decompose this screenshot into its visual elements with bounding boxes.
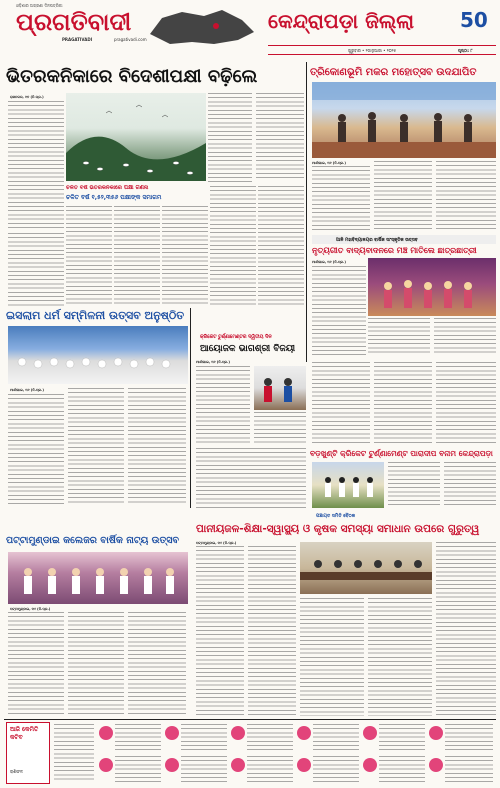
footer-rule xyxy=(4,719,496,720)
drama-headline[interactable]: ପଟ୍ଟାମୁଣ୍ଡାଇ କଲେଜର ବାର୍ଷିକ ନାଟ୍ୟ ଉତ୍ସବ xyxy=(6,535,179,546)
virgo-text xyxy=(445,724,493,750)
islam-photo xyxy=(8,326,188,384)
gemini-icon xyxy=(231,726,245,740)
date-bar xyxy=(268,45,496,55)
college-text3 xyxy=(434,318,496,356)
lead-kicker-line2: ଚଳିତ ବର୍ଷ ୧,୫୨,୩୫୬ ପକ୍ଷୀଙ୍କ ସମାଗମ xyxy=(66,194,162,201)
virgo-icon xyxy=(429,726,443,740)
islam-byline: ମାର୍ଶାଘାଇ, ୧ା୧ (ନି.ପ୍ର.) xyxy=(10,388,44,392)
drama-text3 xyxy=(128,612,186,716)
gemini-text xyxy=(247,724,293,750)
cancer-text xyxy=(313,724,359,750)
volley-text1 xyxy=(388,462,440,508)
masthead xyxy=(0,0,500,62)
zodiac-capricorn[interactable] xyxy=(296,754,360,784)
zodiac-sagittarius[interactable] xyxy=(230,754,294,784)
scorpio-text xyxy=(181,756,227,782)
cricket-byline: ମାର୍ଶାଘାଇ, ୧ା୧ (ନି.ପ୍ର.) xyxy=(196,360,230,364)
leo-text xyxy=(379,724,425,750)
divider xyxy=(306,62,307,362)
drama-photo xyxy=(8,552,188,604)
right-mid-text1 xyxy=(312,362,370,446)
aquarius-text xyxy=(379,756,425,782)
zodiac-grid xyxy=(98,722,496,784)
lead-kicker xyxy=(66,185,216,205)
makar-headline[interactable]: ତ୍ରିକୋଣଭୂମି ମକର ମହୋତ୍ସବ ଉଦଯାପିତ xyxy=(310,67,477,78)
volley-headline[interactable]: ବଡ଼ଖୁଣ୍ଟି କ୍ରିକେଟ ଟୁର୍ଣ୍ଣାମେଣ୍ଟ ପାରାଦୀପ ବନାମ କେନ୍ଦ୍ରାପଡ଼ା xyxy=(310,449,493,458)
odisha-map-icon xyxy=(142,6,262,48)
meeting-text2 xyxy=(248,546,296,716)
horoscope-intro xyxy=(54,724,94,782)
leo-icon xyxy=(363,726,377,740)
aries-text xyxy=(115,724,161,750)
makar-photo xyxy=(312,82,496,158)
libra-text xyxy=(115,756,161,782)
lead-text-col-right2 xyxy=(256,93,304,181)
meeting-kicker-bar xyxy=(196,512,496,521)
zodiac-gemini[interactable] xyxy=(230,722,294,752)
islam-text2 xyxy=(68,388,124,504)
pisces-icon xyxy=(429,758,443,772)
lead-text-bottom2 xyxy=(114,206,160,306)
horoscope-sub: ରାଶିଫଳ xyxy=(10,769,23,774)
college-kicker: ଆଳି ମହାବିଦ୍ୟାଳୟର ବାର୍ଷିକ ସାଂସ୍କୃତିକ ଉତ୍ସବ xyxy=(336,238,418,243)
sagittarius-text xyxy=(247,756,293,782)
meeting-text4 xyxy=(368,598,432,716)
lead-text-col-right xyxy=(208,93,252,183)
website-label[interactable]: pragativadi.com xyxy=(114,37,147,42)
lead-photo-birds xyxy=(66,93,206,181)
cricket-text2 xyxy=(254,412,306,444)
makar-byline: ମାର୍ଶାଘାଇ, ୧ା୧ (ନି.ପ୍ର.) xyxy=(312,161,346,165)
lead-text-col1b xyxy=(8,233,64,306)
taurus-icon xyxy=(165,726,179,740)
volley-text2 xyxy=(444,462,496,508)
anniversary-badge xyxy=(460,8,492,36)
aries-icon xyxy=(99,726,113,740)
cancer-icon xyxy=(297,726,311,740)
capricorn-text xyxy=(313,756,359,782)
masthead-tagline: ଓଡ଼ିଶାର ଅଗ୍ରଣୀ ଦିନପତ୍ରିକା xyxy=(16,3,63,8)
capricorn-icon xyxy=(297,758,311,772)
volley-text-left xyxy=(196,448,306,508)
volley-photo xyxy=(312,462,384,508)
right-mid-text2 xyxy=(374,362,432,446)
lead-text-bottom1 xyxy=(66,206,112,306)
meeting-photo xyxy=(300,542,432,594)
meeting-headline[interactable]: ପାନୀୟଜଳ-ଶିକ୍ଷା-ସ୍ୱାସ୍ଥ୍ୟ ଓ କୃଷକ ସମସ୍ୟା ସମାଧାନ ଉପରେ ଗୁରୁତ୍ୱ xyxy=(196,523,480,535)
zodiac-taurus[interactable] xyxy=(164,722,228,752)
zodiac-aries[interactable] xyxy=(98,722,162,752)
newspaper-logo[interactable]: ପ୍ରଗତିବାଦୀ xyxy=(16,8,132,36)
district-title: କେନ୍ଦ୍ରାପଡ଼ା ଜିଲ୍ଲା xyxy=(268,9,415,33)
islam-text3 xyxy=(128,388,186,504)
zodiac-libra[interactable] xyxy=(98,754,162,784)
anniversary-number: 50 xyxy=(460,8,488,32)
zodiac-leo[interactable] xyxy=(362,722,426,752)
zodiac-pisces[interactable] xyxy=(428,754,494,784)
horoscope-box xyxy=(6,722,50,784)
cricket-photo xyxy=(254,366,306,410)
meeting-text3 xyxy=(300,598,364,716)
cricket-kicker: କ୍ରିକେଟ ଟୁର୍ଣ୍ଣାମେଣ୍ଟର ଦ୍ୱିତୀୟ ଦିନ xyxy=(200,335,272,340)
libra-icon xyxy=(99,758,113,772)
college-text2 xyxy=(368,318,430,356)
drama-byline: ପଟ୍ଟାମୁଣ୍ଡାଇ, ୧ା୧ (ନି.ପ୍ର.) xyxy=(10,607,51,611)
taurus-text xyxy=(181,724,227,750)
meeting-byline: ପଟ୍ଟାମୁଣ୍ଡାଇ, ୧ା୧ (ନି.ପ୍ର.) xyxy=(196,541,237,545)
islam-headline[interactable]: ଇସଲାମ ଧର୍ମ ସମ୍ମିଳନୀ ଉତ୍ସବ ଅନୁଷ୍ଠିତ xyxy=(6,309,185,322)
lead-kicker-line1: ଚଳିତ ବର୍ଷ ଭିତରକନିକାରେ ପକ୍ଷୀ ଗଣନା xyxy=(66,185,149,191)
college-byline: ମାର୍ଶାଘାଇ, ୧ା୧ (ନି.ପ୍ର.) xyxy=(312,260,346,264)
date-line: ଗୁରୁବାର • ୨ଜାନୁଆରୀ • ୨୦୨୫ xyxy=(348,48,397,53)
meeting-text1 xyxy=(196,546,244,716)
college-text1 xyxy=(312,266,366,356)
college-photo xyxy=(368,258,496,316)
pisces-text xyxy=(445,756,493,782)
page-number: ପୃଷ୍ଠା: ୮ xyxy=(458,48,473,53)
zodiac-aquarius[interactable] xyxy=(362,754,426,784)
drama-text2 xyxy=(68,612,124,716)
horoscope-title: ଆଜି କେମିତି କଟିବ xyxy=(10,726,39,741)
islam-text1 xyxy=(8,394,64,504)
cricket-text1 xyxy=(196,366,250,444)
lead-text-col1 xyxy=(8,101,64,231)
meeting-text5 xyxy=(436,542,496,716)
zodiac-scorpio[interactable] xyxy=(164,754,228,784)
zodiac-cancer[interactable] xyxy=(296,722,360,752)
lead-byline: ରାଜନଗର, ୧ା୧ (ନି.ପ୍ର.) xyxy=(10,95,44,99)
logo-subtitle: PRAGATIVADI xyxy=(62,37,93,42)
college-headline[interactable]: ନୃତ୍ୟଗୀତ ବାଦ୍ୟବାଦନରେ ମଞ୍ଚ ମାତିଲେ ଛାତ୍ରଛାତ୍ରୀ xyxy=(312,246,477,255)
lead-text-bottom4 xyxy=(210,186,256,306)
college-kicker-bar xyxy=(312,235,496,244)
meeting-kicker: ପଞ୍ଚାୟତ ସମିତି ବୈଠକ xyxy=(316,514,356,519)
lead-headline[interactable]: ଭିତରକନିକାରେ ବିଦେଶୀପକ୍ଷୀ ବଢ଼ିଲେ xyxy=(6,66,258,87)
cricket-headline[interactable]: ଆୟୋଜକ ଭାଗଶ୍ରୀ ବିଜୟୀ xyxy=(200,344,296,354)
zodiac-virgo[interactable] xyxy=(428,722,494,752)
divider xyxy=(190,308,191,508)
makar-text2 xyxy=(374,161,432,232)
right-mid-text3 xyxy=(436,362,496,446)
drama-text1 xyxy=(8,612,64,716)
makar-text3 xyxy=(436,161,496,232)
scorpio-icon xyxy=(165,758,179,772)
sagittarius-icon xyxy=(231,758,245,772)
lead-text-bottom5 xyxy=(258,186,304,306)
lead-text-bottom3 xyxy=(162,206,208,306)
makar-text1 xyxy=(312,166,370,232)
aquarius-icon xyxy=(363,758,377,772)
